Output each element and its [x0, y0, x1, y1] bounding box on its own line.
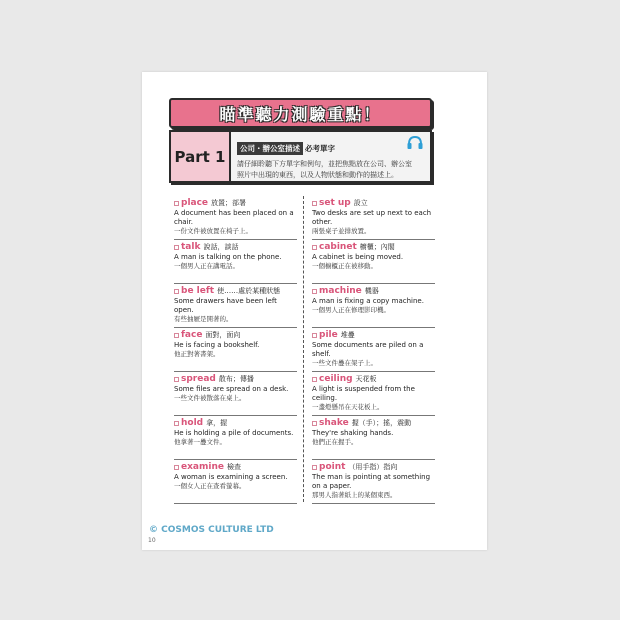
vocab-item: [174, 284, 297, 328]
part-subtitle: 必考單字: [305, 144, 335, 153]
vocab-word: examine: [181, 462, 224, 472]
vocab-head: [312, 198, 435, 208]
vocab-head: [174, 198, 297, 208]
checkbox-icon: [174, 245, 179, 250]
vocab-word: pile: [319, 330, 338, 340]
checkbox-icon: [312, 289, 317, 294]
vocab-word: machine: [319, 286, 362, 296]
part-label: Part 1: [171, 132, 231, 181]
example-chinese: 一個女人正在查看螢幕。: [174, 482, 246, 490]
vocab-item: [174, 372, 297, 416]
vocab-item: [312, 196, 435, 240]
column-divider: [303, 196, 304, 502]
example-chinese: 那男人指著紙上的某個東西。: [312, 491, 397, 499]
vocab-head: [312, 374, 435, 384]
example-english: Some documents are piled on a shelf.: [312, 341, 424, 358]
example-english: He is facing a bookshelf.: [174, 341, 260, 349]
vocab-word: hold: [181, 418, 204, 428]
vocab-item: [174, 416, 297, 460]
vocab-head: [174, 242, 297, 252]
vocab-meaning: 使……處於某種狀態: [217, 287, 281, 295]
vocab-head: [174, 286, 297, 296]
checkbox-icon: [174, 201, 179, 206]
part-tag: 公司・辦公室描述: [237, 142, 303, 155]
part-box: [169, 130, 432, 183]
example-english: A man is talking on the phone.: [174, 253, 282, 261]
example-english: A light is suspended from the ceiling.: [312, 385, 415, 402]
example-chinese: 一些文件被散落在桌上。: [174, 394, 246, 402]
example-chinese: 他正對著書架。: [174, 350, 220, 358]
vocab-meaning: 說話，談話: [203, 243, 239, 251]
vocab-item: [174, 240, 297, 284]
vocab-item: [312, 240, 435, 284]
vocab-item: [312, 284, 435, 328]
vocab-word: be left: [181, 286, 215, 296]
vocab-meaning: 面對，面向: [205, 331, 241, 339]
vocab-item: [174, 196, 297, 240]
vocab-word: face: [181, 330, 203, 340]
vocab-meaning: 握（手）；搖，震動: [351, 419, 412, 427]
vocab-head: [312, 242, 435, 252]
example-chinese: 一個櫥櫃正在被移動。: [312, 262, 377, 270]
vocab-word: cabinet: [319, 242, 357, 252]
vocab-column-left: [174, 196, 297, 504]
checkbox-icon: [312, 377, 317, 382]
example-chinese: 一個男人正在講電話。: [174, 262, 239, 270]
vocab-head: [174, 462, 297, 472]
vocab-meaning: 散布；傳播: [218, 375, 254, 383]
book-page: [142, 72, 487, 550]
example-english: A man is fixing a copy machine.: [312, 297, 424, 305]
vocab-head: [312, 286, 435, 296]
example-english: Some files are spread on a desk.: [174, 385, 289, 393]
checkbox-icon: [174, 333, 179, 338]
example-chinese: 一些文件疊在架子上。: [312, 359, 377, 367]
example-english: The man is pointing at something on a paper.: [312, 473, 431, 490]
vocab-item: [174, 460, 297, 504]
vocab-head: [174, 374, 297, 384]
part-description: 請仔細聆聽下方單字和例句，並把焦點放在公司、辦公室照片中出現的東西，以及人物狀態和動作的描述上。: [237, 160, 412, 179]
vocab-meaning: 設立: [353, 199, 368, 207]
vocab-meaning: 檢查: [226, 463, 241, 471]
vocab-item: [312, 372, 435, 416]
example-english: He is holding a pile of documents.: [174, 429, 294, 437]
vocab-word: set up: [319, 198, 351, 208]
vocab-head: [312, 418, 435, 428]
example-chinese: 一個男人正在修理影印機。: [312, 306, 390, 314]
vocab-meaning: （用手指）指向: [348, 463, 398, 471]
vocab-head: [174, 418, 297, 428]
vocab-meaning: 櫥櫃；內閣: [359, 243, 395, 251]
checkbox-icon: [174, 289, 179, 294]
checkbox-icon: [174, 377, 179, 382]
vocab-meaning: 天花板: [355, 375, 377, 383]
checkbox-icon: [312, 421, 317, 426]
example-english: A woman is examining a screen.: [174, 473, 288, 481]
checkbox-icon: [312, 245, 317, 250]
vocab-word: shake: [319, 418, 349, 428]
example-english: A cabinet is being moved.: [312, 253, 404, 261]
vocab-word: point: [319, 462, 346, 472]
page-number: 10: [148, 537, 156, 544]
vocab-head: [312, 330, 435, 340]
vocab-item: [174, 328, 297, 372]
title-banner: [169, 98, 432, 128]
example-english: Two desks are set up next to each other.: [312, 209, 432, 226]
vocab-meaning: 放置；部署: [211, 199, 247, 207]
vocab-item: [312, 416, 435, 460]
example-chinese: 有些抽屜是開著的。: [174, 315, 233, 323]
copyright-notice: © COSMOS CULTURE LTD: [149, 525, 274, 535]
headphone-icon: [406, 134, 424, 150]
vocab-column-right: [312, 196, 435, 504]
vocab-item: [312, 328, 435, 372]
example-chinese: 他們正在握手。: [312, 438, 358, 446]
example-chinese: 他拿著一疊文件。: [174, 438, 226, 446]
vocab-head: [312, 462, 435, 472]
part-content: [231, 132, 430, 181]
vocab-item: [312, 460, 435, 504]
vocab-meaning: 堆疊: [340, 331, 355, 339]
checkbox-icon: [312, 333, 317, 338]
example-english: Some drawers have been left open.: [174, 297, 277, 314]
vocab-word: spread: [181, 374, 216, 384]
vocab-word: ceiling: [319, 374, 353, 384]
vocab-word: place: [181, 198, 209, 208]
checkbox-icon: [174, 465, 179, 470]
vocab-head: [174, 330, 297, 340]
vocab-word: talk: [181, 242, 201, 252]
checkbox-icon: [312, 465, 317, 470]
checkbox-icon: [312, 201, 317, 206]
example-chinese: 一盞燈懸吊在天花板上。: [312, 403, 384, 411]
vocab-meaning: 拿，握: [206, 419, 228, 427]
example-english: They're shaking hands.: [312, 429, 394, 437]
example-english: A document has been placed on a chair.: [174, 209, 294, 226]
example-chinese: 一份文件被放置在椅子上。: [174, 227, 252, 235]
example-chinese: 兩張桌子並排放置。: [312, 227, 371, 235]
banner-title: 瞄準聽力測驗重點！: [219, 104, 382, 124]
vocab-meaning: 機器: [364, 287, 379, 295]
checkbox-icon: [174, 421, 179, 426]
